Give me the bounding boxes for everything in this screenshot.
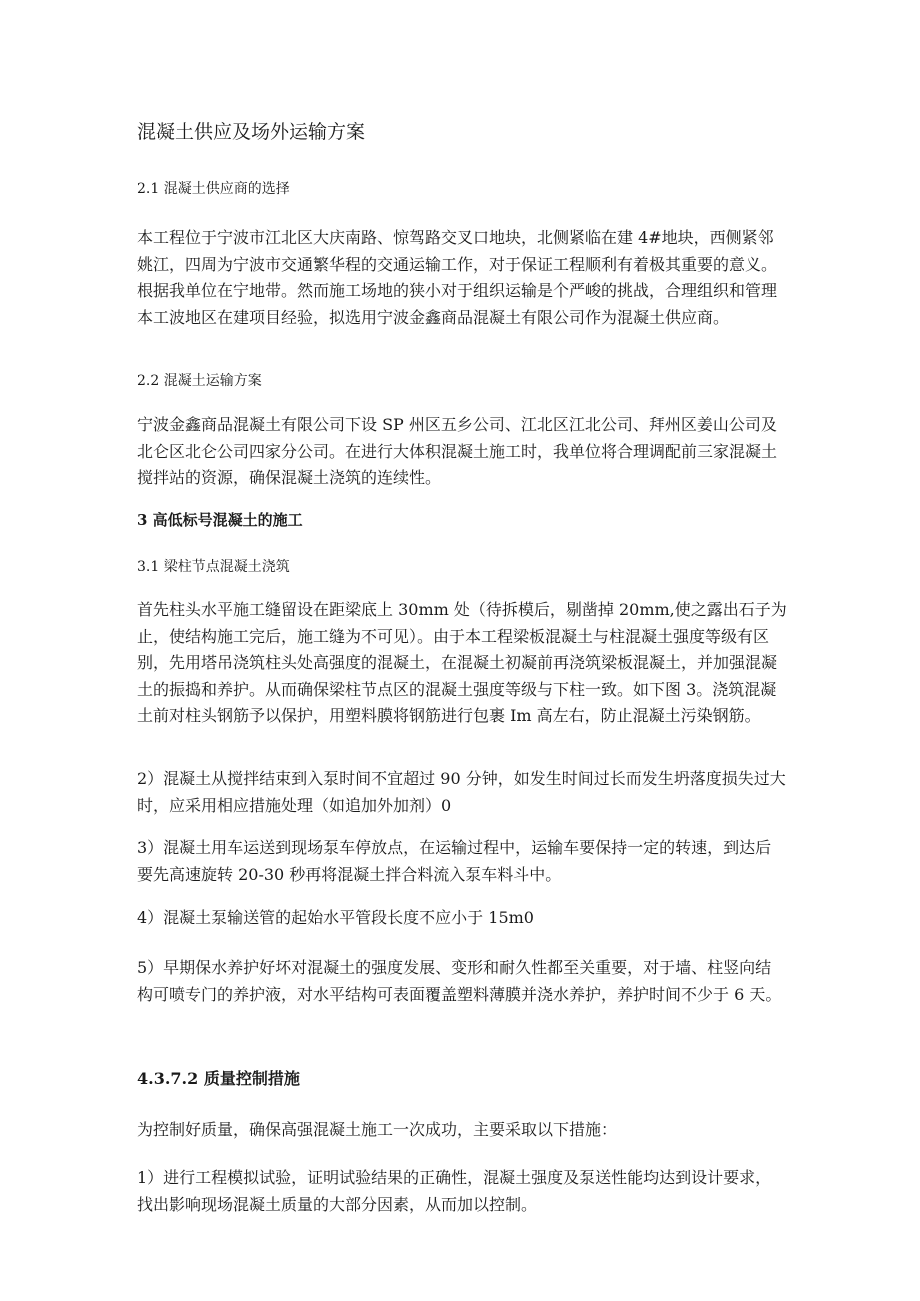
quality-intro: 为控制好质量，确保高强混凝土施工一次成功，主要采取以下措施： xyxy=(137,1120,618,1139)
section-3-heading: 3 高低标号混凝土的施工 xyxy=(137,511,303,529)
list-item-4: 4）混凝土泵输送管的起始水平管段长度不应小于 15m0 xyxy=(137,908,534,927)
list-item-3: 3）混凝土用车运送到现场泵车停放点，在运输过程中，运输车要保持一定的转速，到达后要先高速旋转 20-30 秒再将混凝土拌合料流入泵车料斗中。 xyxy=(137,838,772,884)
section-3-1-body: 首先柱头水平施工缝留设在距梁底上 30mm 处（待拆模后，剔凿掉 20mm,使之露出石子为止，使结构施工完后，施工缝为不可见）。由于本工程梁板混凝土与柱混凝土强度等级有区别，先用塔吊浇筑柱头处高强度的混凝土，在混凝土初凝前再浇筑梁板混凝土，并加强混凝土的振捣和养护。从而确保梁柱节点区的混凝土强度等级与下柱一致。如下图 3。浇筑混凝土前对柱头钢筋予以保护，用塑料膜将钢筋进行包裹 Im 高左右，防止混凝土污染钢筋。 xyxy=(137,600,787,725)
list-item-5: 5）早期保水养护好坏对混凝土的强度发展、变形和耐久性都至关重要，对于墙、柱竖向结构可喷专门的养护液，对水平结构可表面覆盖塑料薄膜并浇水养护，养护时间不少于 6 天。 xyxy=(137,958,782,1004)
section-4-3-7-2-heading: 4.3.7.2 质量控制措施 xyxy=(137,1069,300,1088)
section-2-1-body: 本工程位于宁波市江北区大庆南路、惊驾路交叉口地块，北侧紧临在建 4#地块，西侧紧邻姚江，四周为宁波市交通繁华程的交通运输工作，对于保证工程顺利有着极其重要的意义。根据我单位在宁地带。然而施工场地的狭小对于组织运输是个严峻的挑战，合理组织和管理本工波地区在建项目经验，拟选用宁波金鑫商品混凝土有限公司作为混凝土供应商。 xyxy=(137,228,778,327)
section-2-2-heading: 2.2 混凝土运输方案 xyxy=(137,373,262,389)
section-2-2-body: 宁波金鑫商品混凝土有限公司下设 SP 州区五乡公司、江北区江北公司、拜州区姜山公司及北仑区北仑公司四家分公司。在进行大体积混凝土施工时，我单位将合理调配前三家混凝土搅拌站的资源，确保混凝土浇筑的连续性。 xyxy=(137,415,778,487)
quality-item-1: 1）进行工程模拟试验，证明试验结果的正确性，混凝土强度及泵送性能均达到设计要求，找出影响现场混凝土质量的大部分因素，从而加以控制。 xyxy=(137,1168,772,1214)
document-title: 混凝土供应及场外运输方案 xyxy=(137,121,366,143)
section-2-1-heading: 2.1 混凝土供应商的选择 xyxy=(137,181,290,197)
section-3-1-heading: 3.1 梁柱节点混凝土浇筑 xyxy=(137,559,290,575)
list-item-2: 2）混凝土从搅拌结束到入泵时间不宜超过 90 分钟，如发生时间过长而发生坍落度损失过大时，应采用相应措施处理（如追加外加剂）0 xyxy=(137,769,786,815)
